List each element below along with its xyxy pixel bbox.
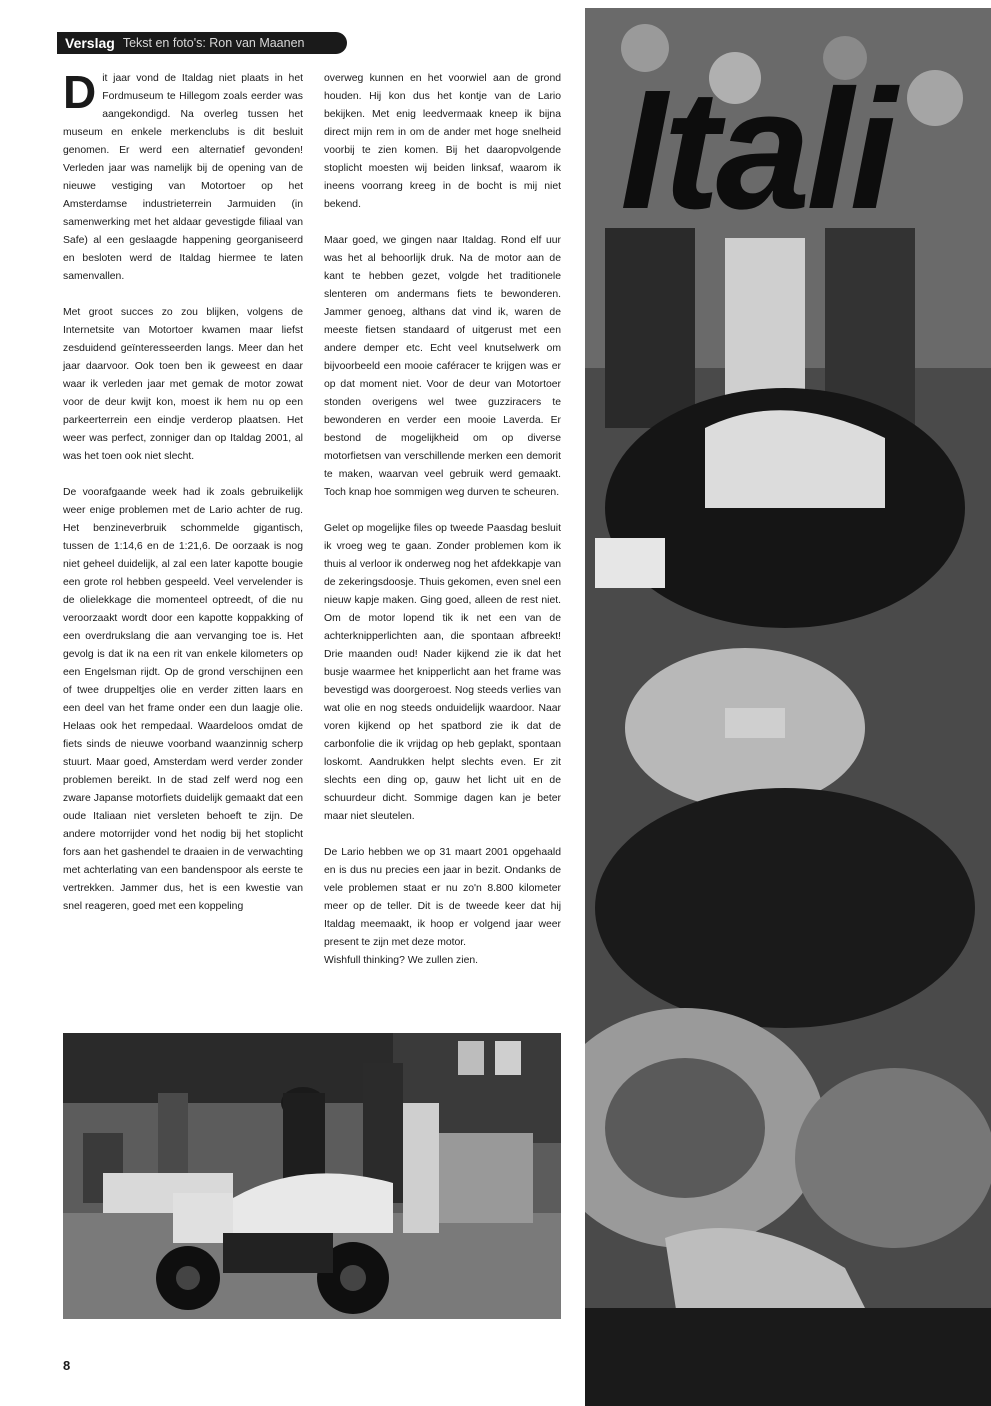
paragraph: De voorafgaande week had ik zoals gebruikelijk weer enige problemen met de Lario achter de rug. Het benzineverbruik schommelde gigantisch, tussen de 1:14,6 en de 1:21,6. De oorzaak is nog niet geheel duidelijk, al zal een later kapotte bougie een grote rol hebben gespeeld. Veel vervelender is de olielekkage die momenteel optreedt, of die nu veroorzaakt wordt door een kapotte koppakking of een overdrukslang die aan vervanging toe is. Het gevolg is dat ik na een rit van enkele kilometers op een Engelsman rijdt. Op de grond verschijnen een of twee druppeltjes olie en verder zitten laars en een deel van het frame onder een dun laagje olie. Helaas ook het rempedaal. Waardeloos omdat de fiets sinds de nieuwe voorband waanzinnig scherp stuurt. Maar goed, Amsterdam werd verder zonder problemen bereikt. In de stad zelf werd nog een zware Japanse motorfiets duidelijk gemaakt dat een oude Italiaan niet versleten behoeft te zijn. De andere motorrijder vond het nodig bij het stoplicht fors aan het gashendel te draaien in de verwachting met achterlating van een bandenspoor als eerste te vertrekken. Jammer dus, het is een kwestie van snel reageren, goed met een koppeling [63, 487, 303, 912]
paragraph: Gelet op mogelijke files op tweede Paasdag besluit ik vroeg weg te gaan. Zonder problemen kom ik thuis al verloor ik onderweg nog het afdekkapje van de zekeringsdoosje. Thuis gekomen, even snel een nieuw kapje maken. Ging goed, alleen de rest niet. Om de motor lopend tik ik net een van de achterknipperlichten aan, die spontaan afbreekt! Drie maanden oud! Nader kijkend zie ik dat het busje waarmee het knipperlicht aan het frame was bevestigd was doorgeroest. Nog steeds verlies van wat olie en nog steeds onduidelijk waardoor. Naar voren kijkend op het spatbord zie ik dat de carbonfolie die ik vrijdag op heb geplakt, spontaan loskomt. Aandrukken helpt slechts even. Er zit slechts een ding op, gauw het licht uit en de schuurdeur dicht. Sommige dagen kan je beter maar niet sleutelen. [324, 523, 561, 822]
author-credit: Tekst en foto's: Ron van Maanen [122, 36, 305, 50]
paragraph: Met groot succes zo zou blijken, volgens de Internetsite van Motortoer kwamen maar liefst zesduidend geïnteresseerden langs. Meer dan het jaar daarvoor. Ook toen ben ik geweest en daar waar ik verleden jaar met gemak de motor zowat voor de deur kwijt kon, moest ik hem nu op een parkeerterrein een eindje verderop plaatsen. Het weer was perfect, zonniger dan op Italdag 2001, al was het toen ook niet slecht. [63, 307, 303, 462]
drop-cap: D [63, 66, 97, 118]
page-number: 8 [63, 1358, 71, 1373]
photo-motorcycle-sidecar [63, 1033, 561, 1319]
paragraph: overweg kunnen en het voorwiel aan de grond houden. Hij kon dus het kontje van de Lario bekijken. Met enig leedvermaak kneep ik bijna direct mijn rem in om de ander met hoge snelheid voorbij te zien komen. Bij het daaropvolgende stoplicht moesten wij beiden linksaf, waarom ik ineens voorrang kreeg in de bocht is mij niet bekend. [324, 73, 561, 210]
paragraph: Wishfull thinking? We zullen zien. [324, 955, 479, 966]
paragraph: it jaar vond de Italdag niet plaats in het Fordmuseum te Hillegom zoals eerder was aangekondigd. Na overleg tussen het museum en enkele merkenclubs is dit besluit genomen. Er werd een alternatief gevonden! Verleden jaar was namelijk bij de opening van de nieuwe vestiging van Motortoer op het Amsterdamse industrieterrein Jarmuiden (in samenwerking met het aldaar gevestigde filiaal van Safe) al een geslaagde happening georganiseerd en besloten werd de Italdag hiermee te laten samenvallen. [63, 73, 303, 282]
section-header [57, 32, 347, 54]
article-column-right [324, 70, 561, 970]
paragraph: Maar goed, we gingen naar Italdag. Rond elf uur was het al behoorlijk druk. Na de motor aan de kant te hebben gezet, volgde het traditionele slenteren om andermans fiets te bewonderen. Jammer genoeg, althans dat vind ik, waren de meeste fietsen standaard of uitgerust met een andere demper etc. Echt veel knutselwerk om bijvoorbeeld een mooie caféracer te krijgen was er op dat moment niet. Voor de deur van Motortoer stonden overigens wel twee guzziracers te bewonderen en verder een mooie Laverda. Er bestond de mogelijkheid om op diverse motorfietsen van verschillende merken een demorit te maken, waarvan veel gebruik werd gemaakt. Toch knap hoe sommigen weg durven te scheuren. [324, 235, 561, 498]
section-label: Verslag [65, 35, 115, 51]
article-column-left [63, 66, 303, 916]
photo-illustration [63, 1033, 561, 1319]
paragraph: De Lario hebben we op 31 maart 2001 opgehaald en is dus nu precies een jaar in bezit. Ondanks de vele problemen staat er nu zo'n 8.800 kilometer meer op de teller. Dit is de tweede keer dat hij Italdag meemaakt, ik hoop er volgend jaar weer present te zijn met deze motor. [324, 847, 561, 948]
article-title: Itali [620, 70, 893, 230]
